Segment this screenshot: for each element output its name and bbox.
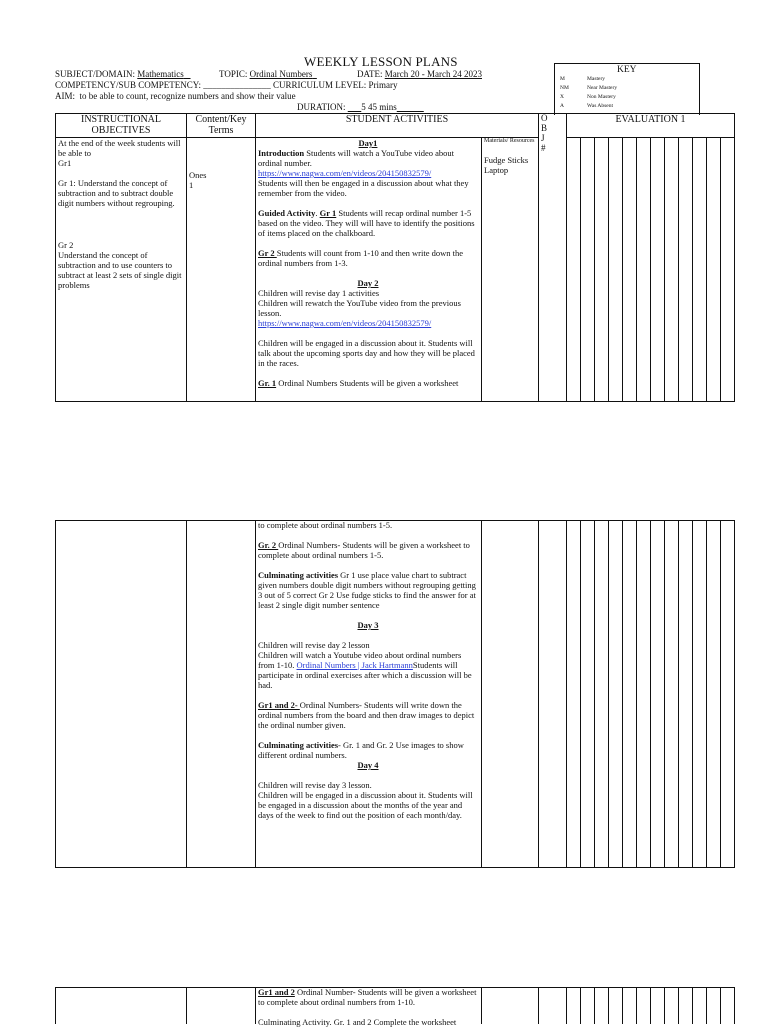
evaluation-column-line <box>692 987 693 1024</box>
evaluation-column-line <box>650 137 651 402</box>
evaluation-column-line <box>720 137 721 402</box>
objectives-gr2-label: Gr 2 <box>58 240 74 250</box>
p2-gr2-text: Ordinal Numbers- Students will be given a worksheet to complete about ordinal numbers 1-5. <box>258 540 470 560</box>
day4-line1: Children will revise day 3 lesson. <box>258 780 372 790</box>
aim-label: AIM: <box>55 91 75 101</box>
objectives-cell <box>58 138 184 290</box>
day2-discussion: Children will be engaged in a discussion about it. Students will talk about the upcoming sports day and how they will be placed in the races. <box>258 338 475 368</box>
content-term: Ones <box>189 170 207 180</box>
day3-heading: Day 3 <box>357 620 379 630</box>
header-objectives: INSTRUCTIONAL OBJECTIVES <box>81 114 161 136</box>
materials-label: Materials/ Resources <box>484 138 535 144</box>
objectives-gr1-label: Gr1 <box>58 158 72 168</box>
gr2-text: Students will count from 1-10 and then write down the ordinal numbers from 1-3. <box>258 248 463 268</box>
evaluation-column-line <box>608 137 609 402</box>
intro-label: Introduction <box>258 148 305 158</box>
duration-value: 5 45 mins <box>361 102 397 112</box>
p3-culm-partial: Culminating Activity. Gr. 1 and 2 Complete the worksheet <box>258 1017 457 1027</box>
topic-label: TOPIC: <box>219 69 248 79</box>
competency-line: COMPETENCY/SUB COMPETENCY: _______________ CURRICULUM LEVEL: Primary <box>55 80 398 90</box>
gr1-text: Ordinal Numbers Students will be given a worksheet <box>276 378 459 388</box>
duration-label: DURATION: <box>297 102 346 112</box>
evaluation-column-line <box>678 137 679 402</box>
aim-value: to be able to count, recognize numbers and show their value <box>79 91 296 101</box>
date-label: DATE: <box>357 69 383 79</box>
evaluation-column-line <box>608 987 609 1024</box>
evaluation-column-line <box>678 520 679 868</box>
culm-text: Gr 1 use place value chart to subtract given numbers double digit numbers without regrouping getting 3 out of 5 correct Gr 2 Use fudge sticks to find the answer for at least 2 single digit number sentence <box>258 570 476 610</box>
evaluation-column-line <box>664 520 665 868</box>
gr12-text: Ordinal Numbers- Students will write down the ordinal numbers from the board and then draw images to depict the ordinal number given. <box>258 700 475 730</box>
evaluation-column-line <box>650 520 651 868</box>
evaluation-column-line <box>580 987 581 1024</box>
culm2-text: - Gr. 1 and Gr. 2 Use images to show different ordinal numbers. <box>258 740 464 760</box>
evaluation-column-line <box>692 137 693 402</box>
materials-cell <box>484 138 538 175</box>
header-content: Content/Key Terms <box>195 114 247 136</box>
guided-text: Students will recap ordinal number 1-5 based on the video. They will will have to identify the positions of items placed on the chalkboard. <box>258 208 475 238</box>
evaluation-column-line <box>650 987 651 1024</box>
day1-heading: Day1 <box>358 138 378 148</box>
intro-text: Students will watch a YouTube video about ordinal number. <box>258 148 454 168</box>
activities-cell-page2 <box>258 520 478 820</box>
topic-value: Ordinal Numbers <box>249 69 313 79</box>
key-code-m: M <box>560 76 565 82</box>
day3-line1: Children will revise day 2 lesson <box>258 640 370 650</box>
key-code-x: X <box>560 94 564 100</box>
evaluation-column-line <box>608 520 609 868</box>
evaluation-column-line <box>664 987 665 1024</box>
p3-gr12-text: Ordinal Number- Students will be given a worksheet to complete about ordinal numbers from 1-10. <box>258 987 477 1007</box>
day2-line1: Children will revise day 1 activities <box>258 288 380 298</box>
culm-label: Culminating activities <box>258 570 339 580</box>
evaluation-column-line <box>720 987 721 1024</box>
evaluation-column-line <box>622 520 623 868</box>
jack-hartmann-link[interactable]: Ordinal Numbers | Jack Hartmann <box>296 660 413 670</box>
day4-heading: Day 4 <box>357 760 379 770</box>
curriculum-value: Primary <box>368 80 398 90</box>
evaluation-column-line <box>594 520 595 868</box>
aim-line <box>55 91 296 102</box>
evaluation-column-line <box>580 137 581 402</box>
day3-after: Students will participate in ordinal exercises after which a discussion will be had. <box>258 660 472 690</box>
header-evaluation: EVALUATION 1 <box>615 114 686 125</box>
video-link-day2[interactable]: https://www.nagwa.com/en/videos/204150832579/ <box>258 318 432 328</box>
activities-cell-page1: Day1 Introduction Students will watch a YouTube video about ordinal number. https://www.nagwa.com/en/videos/204150832579/ Students will then be engaged in a discussion about what they remember from the video. Guided Activity. Gr 1 Students will recap ordinal number 1-5 based on the video. They will will have to identify the positions of items placed on the chalkboard. Gr 2 Students will count from 1-10 and then write down the ordinal numbers from 1-3. Day 2 Children will revise day 1 activities Children will rewatch the YouTube video from the previous lesson. https://www.nagwa.com/en/videos/204150832579/ Children will be engaged in a discussion about it. Students will talk about the upcoming sports day and how they will be placed in the races. Gr. 1 Ordinal Numbers Students will be given a worksheet <box>258 138 478 388</box>
key-meaning-m: Mastery <box>587 76 606 82</box>
competency-label: COMPETENCY/SUB COMPETENCY: <box>55 80 201 90</box>
date-line <box>357 69 482 80</box>
evaluation-column-line <box>664 137 665 402</box>
gr1-label: Gr. 1 <box>258 378 277 388</box>
key-code-a: A <box>560 103 564 109</box>
evaluation-column-line <box>720 520 721 868</box>
evaluation-column-line <box>580 520 581 868</box>
topic-line <box>219 69 317 80</box>
evaluation-column-line <box>622 987 623 1024</box>
evaluation-column-line <box>636 137 637 402</box>
objectives-gr1-text: Gr 1: Understand the concept of subtraction and to subtract double digit numbers without regrouping. <box>58 178 175 208</box>
evaluation-column-line <box>636 987 637 1024</box>
video-link-day1[interactable]: https://www.nagwa.com/en/videos/204150832579/ <box>258 168 432 178</box>
day2-heading: Day 2 <box>357 278 379 288</box>
key-title: KEY <box>617 65 637 75</box>
key-box <box>554 63 700 115</box>
evaluation-column-line <box>706 520 707 868</box>
gr1-cont: to complete about ordinal numbers 1-5. <box>258 520 393 530</box>
content-number: 1 <box>189 180 194 190</box>
key-meaning-a: Was Absent <box>587 103 613 109</box>
guided-label: Guided Activity <box>258 208 316 218</box>
evaluation-column-line <box>706 137 707 402</box>
gr2-label: Gr 2 <box>258 248 277 258</box>
material-fudge-sticks: Fudge Sticks <box>484 155 529 165</box>
day2-line2: Children will rewatch the YouTube video from the previous lesson. <box>258 298 461 318</box>
activities-cell-page3 <box>258 987 478 1027</box>
p2-gr2-label: Gr. 2 <box>258 540 279 550</box>
evaluation-column-line <box>594 987 595 1024</box>
key-meaning-nm: Near Mastery <box>587 85 618 91</box>
key-meaning-x: Non Mastery <box>587 94 616 100</box>
material-laptop: Laptop <box>484 165 509 175</box>
evaluation-column-line <box>692 520 693 868</box>
duration-line <box>297 102 424 113</box>
p3-gr12-label: Gr1 and 2 <box>258 987 295 997</box>
subject-label: SUBJECT/DOMAIN: <box>55 69 136 79</box>
culm2-label: Culminating activities <box>258 740 339 750</box>
subject-line <box>55 69 191 80</box>
page-title: WEEKLY LESSON PLANS <box>304 54 458 69</box>
evaluation-column-line <box>636 520 637 868</box>
day3-line2: Children will watch a Youtube video about ordinal numbers from 1-10. <box>258 650 462 670</box>
header-obj <box>541 113 549 153</box>
header-activities: STUDENT ACTIVITIES <box>345 114 449 125</box>
key-code-nm: NM <box>560 85 569 91</box>
gr12-label: Gr1 and 2- <box>258 700 300 710</box>
content-cell <box>189 170 249 190</box>
guided-gr1: Gr 1 <box>319 208 337 218</box>
evaluation-column-line <box>678 987 679 1024</box>
objectives-gr2-text: Understand the concept of subtraction and to use counters to subtract at least 2 sets of single digit problems <box>58 250 182 290</box>
date-value: March 20 - March 24 2023 <box>384 69 482 79</box>
evaluation-column-line <box>622 137 623 402</box>
objectives-intro: At the end of the week students will be able to <box>58 138 181 158</box>
subject-value: Mathematics <box>137 69 184 79</box>
evaluation-column-line <box>706 987 707 1024</box>
evaluation-column-line <box>594 137 595 402</box>
header-obj-text: O B J # <box>541 113 548 153</box>
curriculum-label: CURRICULUM LEVEL: <box>272 80 367 90</box>
intro-after: Students will then be engaged in a discussion about what they remember from the video. <box>258 178 469 198</box>
day4-text: Children will be engaged in a discussion about it. Students will be engaged in a discussion about the months of the year and days of the week to find out the position of each month/day. <box>258 790 473 820</box>
